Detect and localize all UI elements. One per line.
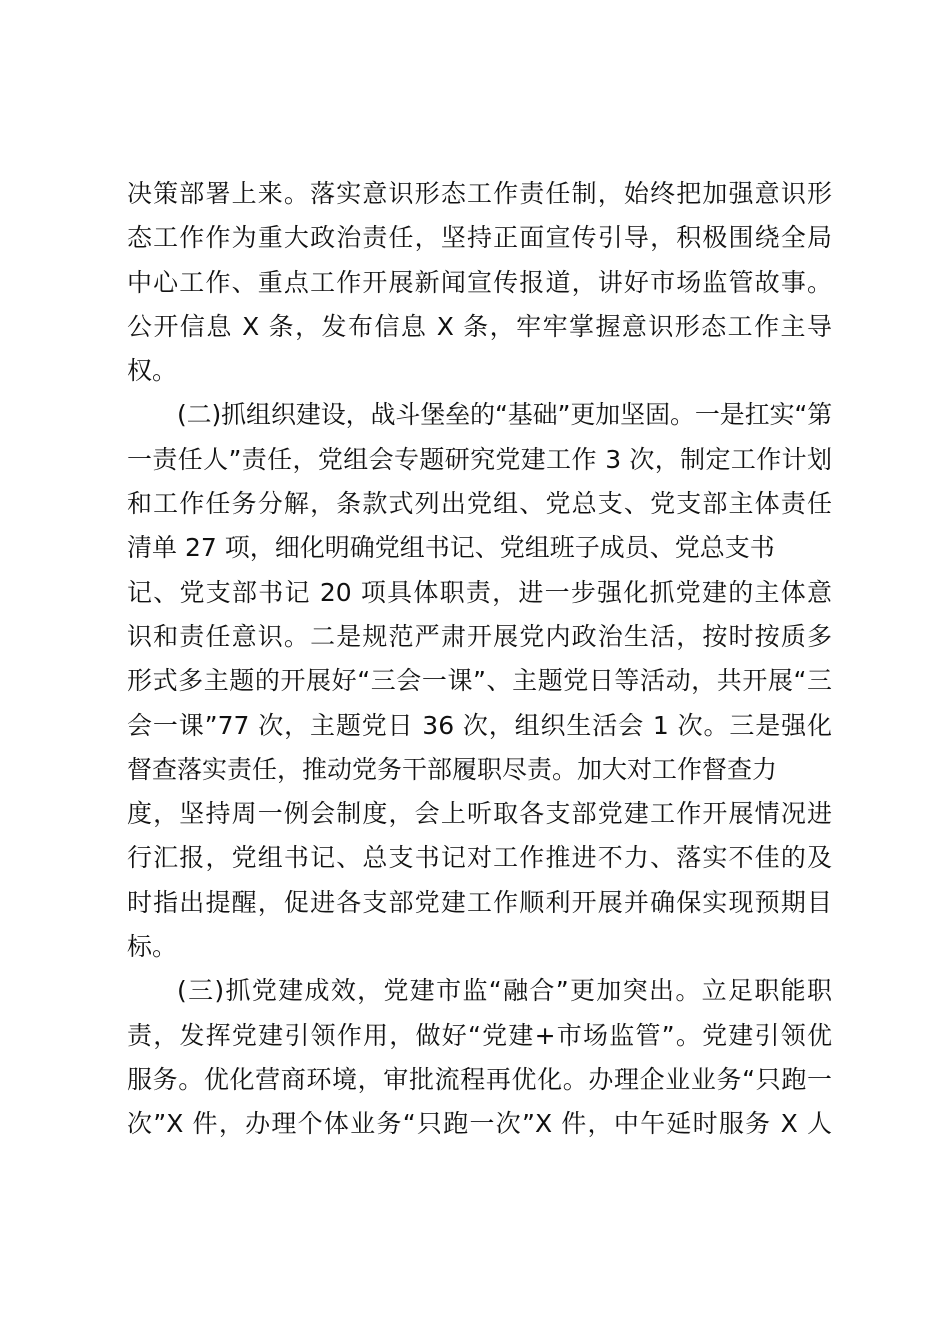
text-line: 时指出提醒，促进各支部党建工作顺利开展并确保实现预期目 [127, 887, 832, 917]
text-line: 清单 27 项，细化明确党组书记、党组班子成员、党总支书 [127, 533, 775, 563]
text-line: 权。 [127, 356, 178, 386]
text-line: 度，坚持周一例会制度，会上听取各支部党建工作开展情况进 [127, 799, 832, 829]
text-line: 行汇报，党组书记、总支书记对工作推进不力、落实不佳的及 [127, 843, 832, 873]
text-line: 服务。优化营商环境，审批流程再优化。办理企业业务“只跑一 [127, 1064, 832, 1094]
text-line: 识和责任意识。二是规范严肃开展党内政治生活，按时按质多 [127, 621, 832, 651]
text-line: 态工作作为重大政治责任，坚持正面宣传引导，积极围绕全局 [127, 223, 832, 253]
section-heading-line: (二)抓组织建设，战斗堡垒的“基础”更加坚固。一是扛实“第 [177, 400, 832, 430]
text-line: 形式多主题的开展好“三会一课”、主题党日等活动，共开展“三 [127, 666, 832, 696]
text-line: 和工作任务分解，条款式列出党组、党总支、党支部主体责任 [127, 489, 832, 519]
text-line: 一责任人”责任，党组会专题研究党建工作 3 次，制定工作计划 [127, 444, 832, 474]
text-line: 中心工作、重点工作开展新闻宣传报道，讲好市场监管故事。 [127, 267, 832, 297]
text-line: 次”X 件，办理个体业务“只跑一次”X 件，中午延时服务 X 人 [127, 1109, 832, 1139]
text-line: 记、党支部书记 20 项具体职责，进一步强化抓党建的主体意 [127, 577, 832, 607]
body-text [127, 172, 832, 1147]
section-heading-line: (三)抓党建成效，党建市监“融合”更加突出。立足职能职 [177, 976, 832, 1006]
text-line: 督查落实责任，推动党务干部履职尽责。加大对工作督查力 [127, 754, 778, 784]
text-line: 标。 [127, 932, 178, 962]
text-line: 责，发挥党建引领作用，做好“党建+市场监管”。党建引领优 [127, 1020, 832, 1050]
text-line: 决策部署上来。落实意识形态工作责任制，始终把加强意识形 [127, 179, 832, 208]
text-line: 公开信息 X 条，发布信息 X 条，牢牢掌握意识形态工作主导 [127, 311, 832, 341]
text-line: 会一课”77 次，主题党日 36 次，组织生活会 1 次。三是强化 [127, 710, 832, 740]
